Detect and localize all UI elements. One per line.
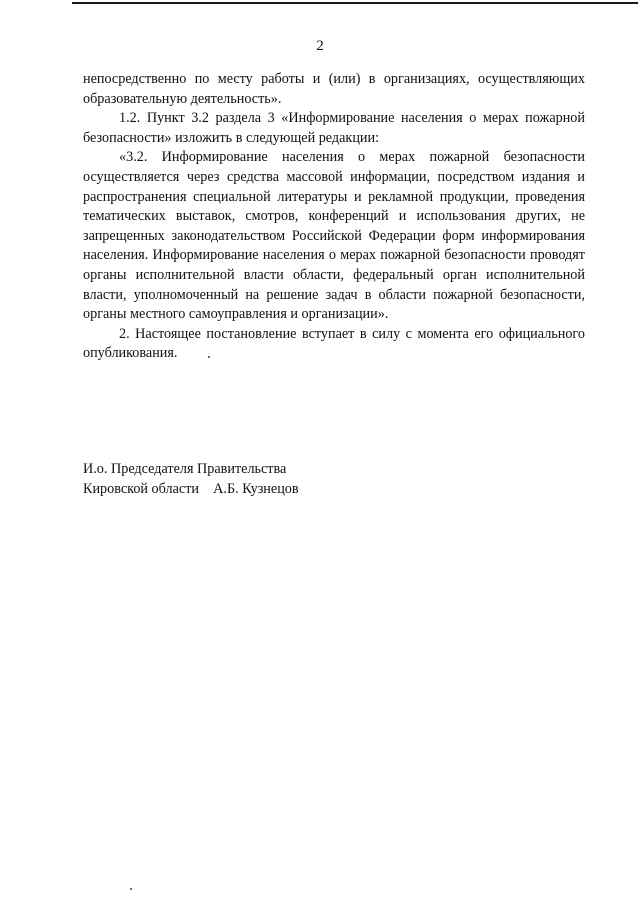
scan-speck (208, 356, 210, 358)
paragraph-effective-date: 2. Настоящее постановление вступает в силу с момента его официального опубликования. (83, 325, 585, 362)
paragraph-amendment-1-2: 1.2. Пункт 3.2 раздела 3 «Информирование населения о мерах пожарной безопасности» изложить в следующей редакции: (83, 110, 585, 146)
signatory-title: И.о. Председателя Правительства (83, 461, 287, 477)
top-border-line (72, 2, 638, 4)
signatory-region-and-name: Кировской области А.Б. Кузнецов (83, 480, 299, 497)
paragraph-continuation: непосредственно по месту работы и (или) в организациях, осуществляющих образовательную деятельность». (83, 71, 585, 107)
signature-block (83, 460, 299, 499)
document-body (83, 70, 585, 364)
page-number: 2 (316, 38, 324, 54)
paragraph-new-clause-3-2: «3.2. Информирование населения о мерах пожарной безопасности осуществляется через средства массовой информации, посредством издания и распространения специальной литературы и рекламной продукции, проведения тематических выставок, смотров, конференций и использования других, не запрещенных законодательством Российской Федерации форм информирования населения. Информирование населения о мерах пожарной безопасности проводят органы исполнительной власти области, федеральный орган исполнительной власти, уполномоченный на решение задач в области пожарной безопасности, органы местного самоуправления и организации». (83, 149, 585, 323)
scan-speck (130, 888, 132, 890)
